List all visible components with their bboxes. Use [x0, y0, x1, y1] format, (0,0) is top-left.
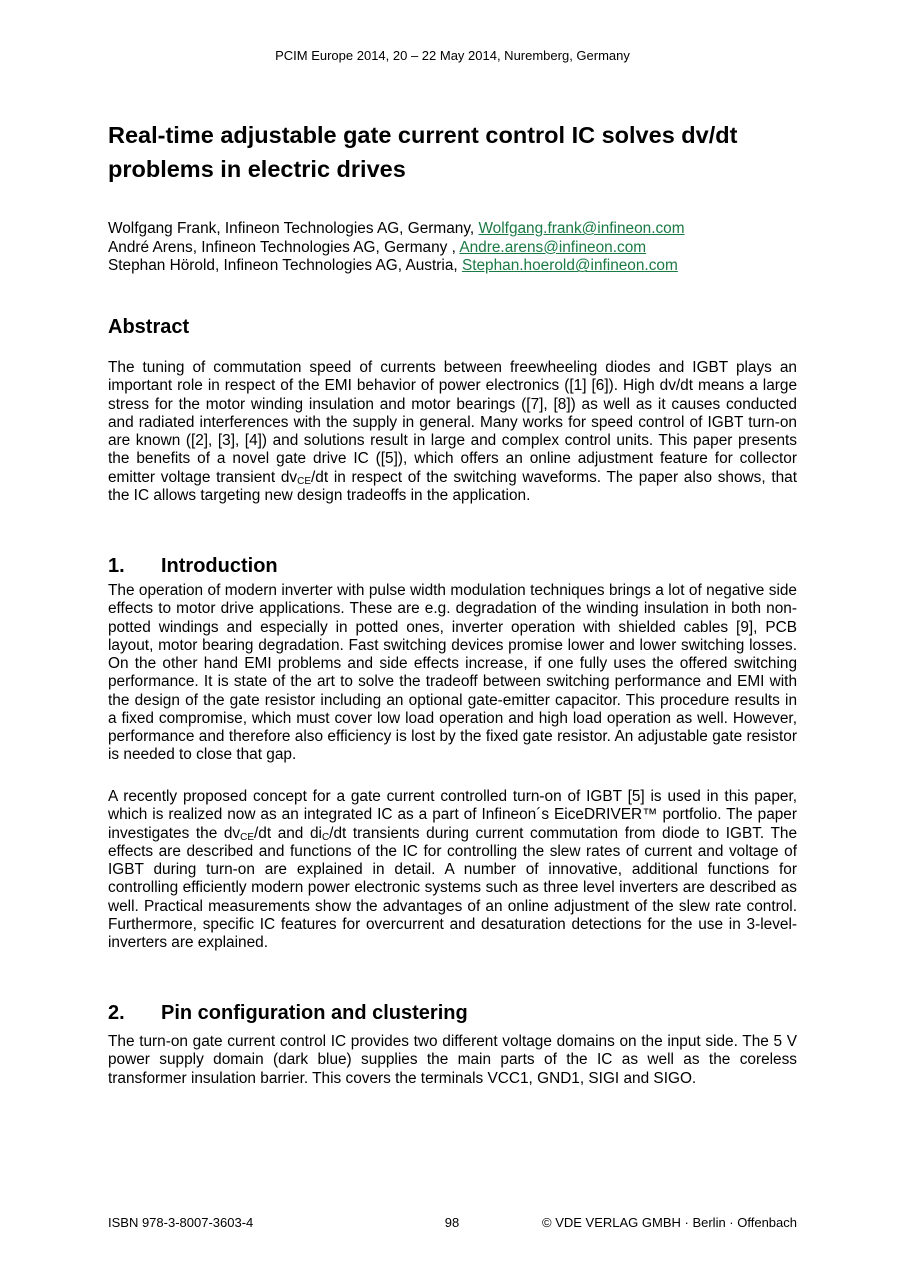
text-run: /dt transients during current commutation from diode to IGBT. The effects are described and functions of the IC for controlling the slew rates of current and voltage of IGBT during turn-on are explained in detail. A number of innovative, additional functions for controlling efficiently modern power electronic systems such as three level inverters are described as well. Practical measurements show the advantages of an online adjustment of the slew rate control. Furthermore, specific IC features for overcurrent and desaturation detections for the use in 3-level-inverters are explained. [108, 824, 798, 951]
footer-publisher: © VDE VERLAG GMBH · Berlin · Offenbach [542, 1215, 797, 1230]
author-affiliation: Wolfgang Frank, Infineon Technologies AG, Germany, [108, 220, 479, 237]
introduction-paragraph-2 [108, 788, 797, 952]
section-title: Introduction [161, 555, 278, 577]
title-line: Real-time adjustable gate current control IC solves dv/dt [108, 122, 738, 148]
author-email-link[interactable]: Andre.arens@infineon.com [459, 238, 647, 256]
footer-page-number: 98 [444, 1215, 460, 1230]
text-run: A recently proposed concept for a gate current controlled turn-on of IGBT [5] is used in this paper, which is realized now as an integrated IC as a part of Infineon´s EiceDRIVER™ portfolio. The paper investigates the dv [108, 788, 797, 842]
subscript: C [321, 831, 330, 843]
author-email-link[interactable]: Stephan.hoerold@infineon.com [461, 257, 678, 275]
author-affiliation: André Arens, Infineon Technologies AG, Germany , [108, 238, 460, 256]
author-line [108, 220, 685, 239]
section-number: 1. [108, 555, 125, 577]
author-list [108, 220, 685, 276]
text-run: /dt and di [254, 824, 322, 842]
text-run: The tuning of commutation speed of currents between freewheeling diodes and IGBT plays an important role in respect of the EMI behavior of power electronics ([1] [6]). High dv/dt means a large stress for the motor winding insulation and motor bearings ([7], [8]) as well as it causes conducted and radiated interferences with the supply in general. Many works for speed control of IGBT turn-on are known ([2], [3], [4]) and solutions result in large and complex control units. This paper presents the benefits of a novel gate drive IC ([5]), which offers an online adjustment feature for collector emitter voltage transient dv [108, 359, 797, 486]
title-line: problems in electric drives [108, 156, 406, 182]
footer-isbn: ISBN 978-3-8007-3603-4 [108, 1215, 254, 1230]
conference-header: PCIM Europe 2014, 20 – 22 May 2014, Nuremberg, Germany [275, 48, 630, 63]
author-line [108, 257, 685, 276]
author-affiliation: Stephan Hörold, Infineon Technologies AG, Austria, [108, 257, 462, 275]
author-line [108, 239, 685, 258]
author-email-link[interactable]: Wolfgang.frank@infineon.com [478, 220, 685, 237]
abstract-heading: Abstract [108, 316, 190, 338]
introduction-paragraph-1: The operation of modern inverter with pulse width modulation techniques brings a lot of negative side effects to motor drive applications. These are e.g. degradation of the winding insulation in both non-potted windings and especially in potted ones, inverter operation with shielded cables [9], PCB layout, motor bearing degradation. Fast switching devices promise lower and lower switching losses. On the other hand EMI problems and side effects increase, if one fully uses the offered switching performance. It is state of the art to solve the tradeoff between switching performance and EMI with the design of the gate resistor including an optional gate-emitter capacitor. This procedure results in a fixed compromise, which must cover low load operation and high load operation as well. However, performance and therefore also efficiency is lost by the fixed gate resistor. An adjustable gate resistor is needed to close that gap. [108, 582, 797, 764]
text-run: /dt in respect of the switching waveforms. The paper also shows, that the IC allows targeting new design tradeoffs in the application. [108, 468, 798, 504]
abstract-paragraph [108, 359, 797, 505]
section-title: Pin configuration and clustering [161, 1002, 468, 1024]
section-heading-pin-configuration [108, 1002, 468, 1025]
subscript: CE [297, 475, 311, 487]
section-number: 2. [108, 1002, 125, 1024]
pin-configuration-paragraph: The turn-on gate current control IC provides two different voltage domains on the input side. The 5 V power supply domain (dark blue) supplies the main parts of the IC as well as the coreless transformer insulation barrier. This covers the terminals VCC1, GND1, SIGI and SIGO. [108, 1033, 797, 1087]
subscript: CE [240, 831, 254, 843]
section-heading-introduction [108, 555, 278, 578]
paper-title [108, 118, 808, 186]
